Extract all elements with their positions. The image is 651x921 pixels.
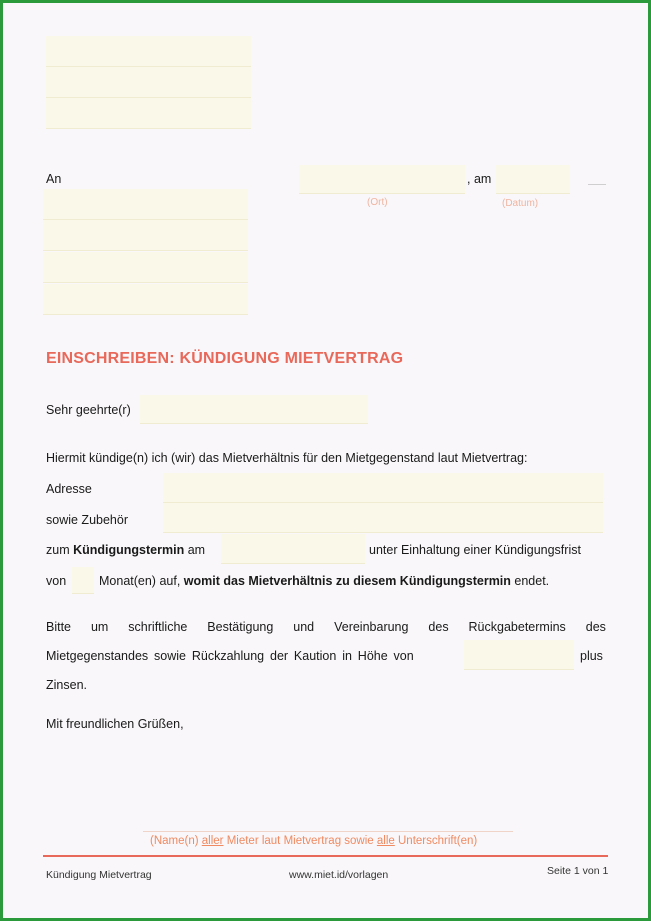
termination-term-bold: Kündigungstermin — [73, 543, 185, 557]
request-word: Rückgabetermins — [468, 620, 566, 634]
accessories-field[interactable] — [163, 503, 603, 533]
date-dash-line — [588, 184, 606, 185]
place-field[interactable] — [299, 165, 465, 194]
closing-text: Mit freundlichen Grüßen, — [46, 717, 184, 731]
request-line-2-prefix: Mietgegenstandes sowie Rückzahlung der Kaution in Höhe von — [46, 649, 414, 663]
salutation-label: Sehr geehrte(r) — [46, 403, 131, 417]
request-line-2-suffix: plus — [580, 649, 603, 663]
termination-date-field[interactable] — [221, 534, 365, 564]
request-word: um — [90, 620, 109, 634]
intro-text: Hiermit kündige(n) ich (wir) das Mietverhältnis für den Mietgegenstand laut Mietvertrag: — [46, 451, 528, 465]
signature-hint-part-1: (Name(n) — [150, 835, 202, 847]
signature-line — [143, 831, 513, 832]
termination-line-1 — [46, 542, 205, 558]
footer-left: Kündigung Mietvertrag — [46, 869, 152, 881]
request-word: des — [585, 620, 606, 634]
request-word: und — [293, 620, 315, 634]
notice-months-field[interactable] — [72, 567, 94, 594]
signature-hint-part-3: Unterschrift(en) — [394, 835, 478, 847]
footer-rule — [43, 855, 608, 857]
date-separator: , am — [467, 172, 492, 186]
request-word: Bestätigung — [207, 620, 274, 634]
recipient-label: An — [46, 172, 62, 186]
sender-line-1-field[interactable] — [46, 36, 251, 67]
recipient-line-2-field[interactable] — [43, 220, 248, 251]
notice-bold-phrase: womit das Mietverhältnis zu diesem Kündigungstermin — [183, 574, 511, 588]
signature-hint-aller: aller — [201, 835, 224, 847]
request-word: Bitte — [46, 620, 72, 634]
signature-hint-alle: alle — [376, 835, 395, 847]
footer-page-number: Seite 1 von 1 — [547, 865, 609, 877]
signature-hint — [150, 835, 477, 847]
notice-end: endet. — [514, 574, 550, 588]
recipient-line-1-field[interactable] — [43, 189, 248, 220]
sender-line-3-field[interactable] — [46, 98, 251, 129]
request-word: schriftliche — [128, 620, 188, 634]
sender-line-2-field[interactable] — [46, 67, 251, 98]
notice-von: von — [46, 574, 67, 588]
deposit-amount-field[interactable] — [464, 640, 574, 670]
address-label: Adresse — [46, 482, 92, 496]
footer-url[interactable]: www.miet.id/vorlagen — [289, 869, 389, 881]
date-hint: (Datum) — [502, 198, 539, 209]
date-field[interactable] — [496, 165, 570, 194]
accessories-label: sowie Zubehör — [46, 513, 128, 527]
salutation-name-field[interactable] — [140, 395, 368, 424]
request-line-3: Zinsen. — [46, 678, 87, 692]
address-field[interactable] — [163, 473, 603, 503]
request-word: Vereinbarung — [334, 620, 409, 634]
document-title: EINSCHREIBEN: KÜNDIGUNG MIETVERTRAG — [46, 350, 404, 367]
recipient-line-4-field[interactable] — [43, 284, 248, 315]
request-line-1 — [46, 619, 606, 635]
place-hint: (Ort) — [367, 197, 388, 208]
termination-suffix: unter Einhaltung einer Kündigungsfrist — [369, 543, 581, 557]
termination-prefix: zum — [46, 543, 70, 557]
termination-am: am — [187, 543, 206, 557]
signature-hint-part-2: Mieter laut Mietvertrag sowie — [223, 835, 377, 847]
notice-line-rest — [99, 573, 549, 589]
recipient-line-3-field[interactable] — [43, 252, 248, 283]
notice-months-text: Monat(en) auf, — [99, 574, 181, 588]
request-word: des — [428, 620, 449, 634]
